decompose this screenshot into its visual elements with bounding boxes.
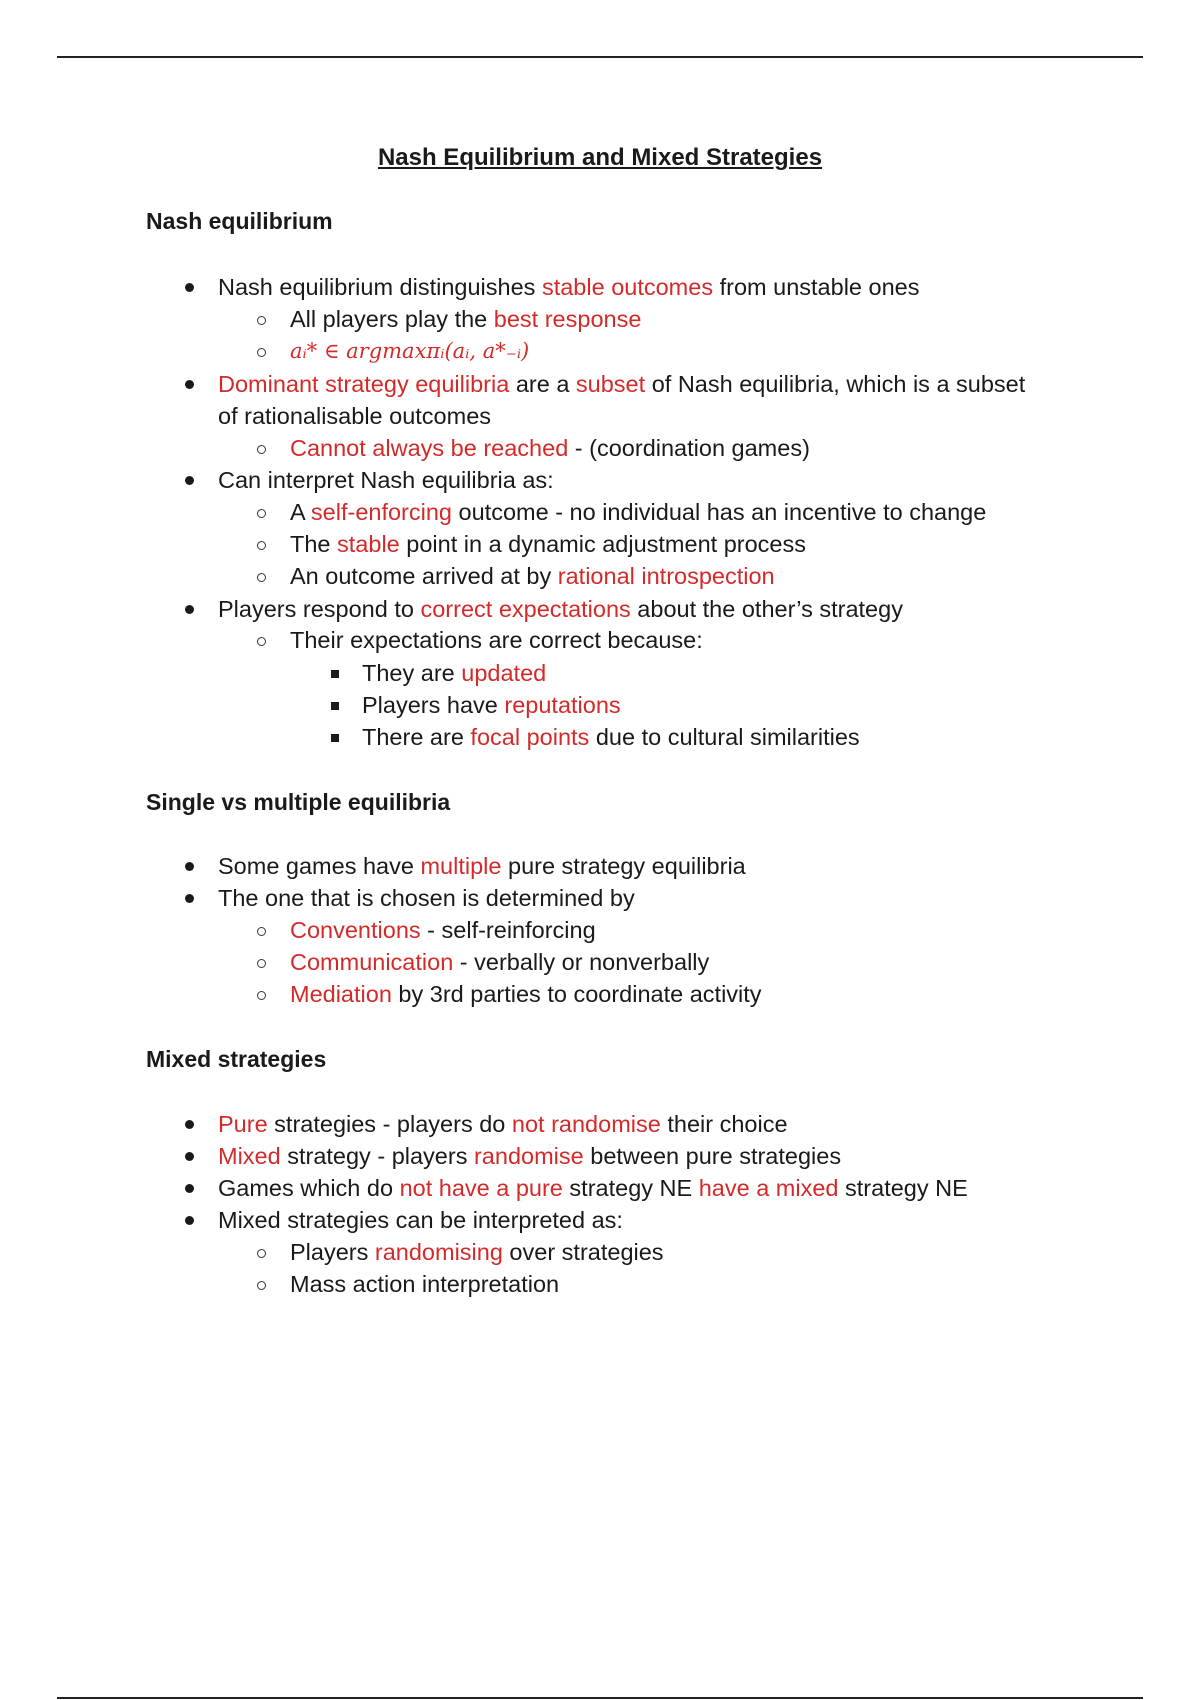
list-item: The one that is chosen is determined by <box>218 885 635 911</box>
bullet-dot <box>185 476 194 485</box>
list-item: Pure strategies - players do not randomise their choice <box>218 1111 788 1137</box>
section-heading-nash: Nash equilibrium <box>146 208 333 234</box>
bullet-square <box>331 734 339 742</box>
bullet-dot <box>185 1216 194 1225</box>
list-item: Conventions - self-reinforcing <box>290 917 596 943</box>
list-item: They are updated <box>362 660 547 686</box>
list-item: The stable point in a dynamic adjustment process <box>290 531 806 557</box>
list-item: Mass action interpretation <box>290 1271 560 1297</box>
list-item: Their expectations are correct because: <box>290 627 703 653</box>
bullet-dot <box>185 894 194 903</box>
list-item: There are focal points due to cultural similarities <box>362 724 860 750</box>
list-item: Communication - verbally or nonverbally <box>290 949 710 975</box>
list-item: Mixed strategies can be interpreted as: <box>218 1207 623 1233</box>
bullet-circle <box>257 1281 266 1290</box>
bullet-circle <box>257 445 266 454</box>
bullet-dot <box>185 1120 194 1129</box>
list-item: All players play the best response <box>290 306 642 332</box>
list-item: Players randomising over strategies <box>290 1239 664 1265</box>
bullet-circle <box>257 637 266 646</box>
list-item: An outcome arrived at by rational introspection <box>290 563 775 589</box>
list-item: Players have reputations <box>362 692 621 718</box>
bullet-dot <box>185 605 194 614</box>
bullet-dot <box>185 862 194 871</box>
list-item: A self-enforcing outcome - no individual has an incentive to change <box>290 499 987 525</box>
bullet-circle <box>257 991 266 1000</box>
list-item: Nash equilibrium distinguishes stable outcomes from unstable ones <box>218 274 920 300</box>
list-item: Mediation by 3rd parties to coordinate activity <box>290 981 762 1007</box>
bullet-circle <box>257 541 266 550</box>
bullet-square <box>331 670 339 678</box>
list-item: Players respond to correct expectations about the other’s strategy <box>218 596 903 622</box>
bullet-circle <box>257 348 266 357</box>
top-rule <box>57 56 1143 58</box>
list-item: Dominant strategy equilibria are a subset of Nash equilibria, which is a subset <box>218 371 1026 397</box>
bullet-circle <box>257 927 266 936</box>
bullet-circle <box>257 573 266 582</box>
list-item: Can interpret Nash equilibria as: <box>218 467 554 493</box>
bullet-circle <box>257 1249 266 1258</box>
list-item-continuation: of rationalisable outcomes <box>218 403 492 429</box>
bullet-dot <box>185 283 194 292</box>
list-item: Some games have multiple pure strategy equilibria <box>218 853 746 879</box>
formula: aᵢ* ∈ argmaxπᵢ(aᵢ, a*₋ᵢ) <box>290 339 530 363</box>
section-heading-single: Single vs multiple equilibria <box>146 789 451 815</box>
list-item: Mixed strategy - players randomise between pure strategies <box>218 1143 842 1169</box>
bullet-dot <box>185 380 194 389</box>
bullet-circle <box>257 959 266 968</box>
bullet-circle <box>257 316 266 325</box>
bullet-square <box>331 702 339 710</box>
bottom-rule <box>57 1697 1143 1699</box>
bullet-dot <box>185 1152 194 1161</box>
section-heading-mixed: Mixed strategies <box>146 1046 327 1072</box>
list-item: Games which do not have a pure strategy NE have a mixed strategy NE <box>218 1175 968 1201</box>
list-item: Cannot always be reached - (coordination games) <box>290 435 810 461</box>
bullet-dot <box>185 1184 194 1193</box>
bullet-circle <box>257 509 266 518</box>
page-title: Nash Equilibrium and Mixed Strategies <box>377 144 823 171</box>
